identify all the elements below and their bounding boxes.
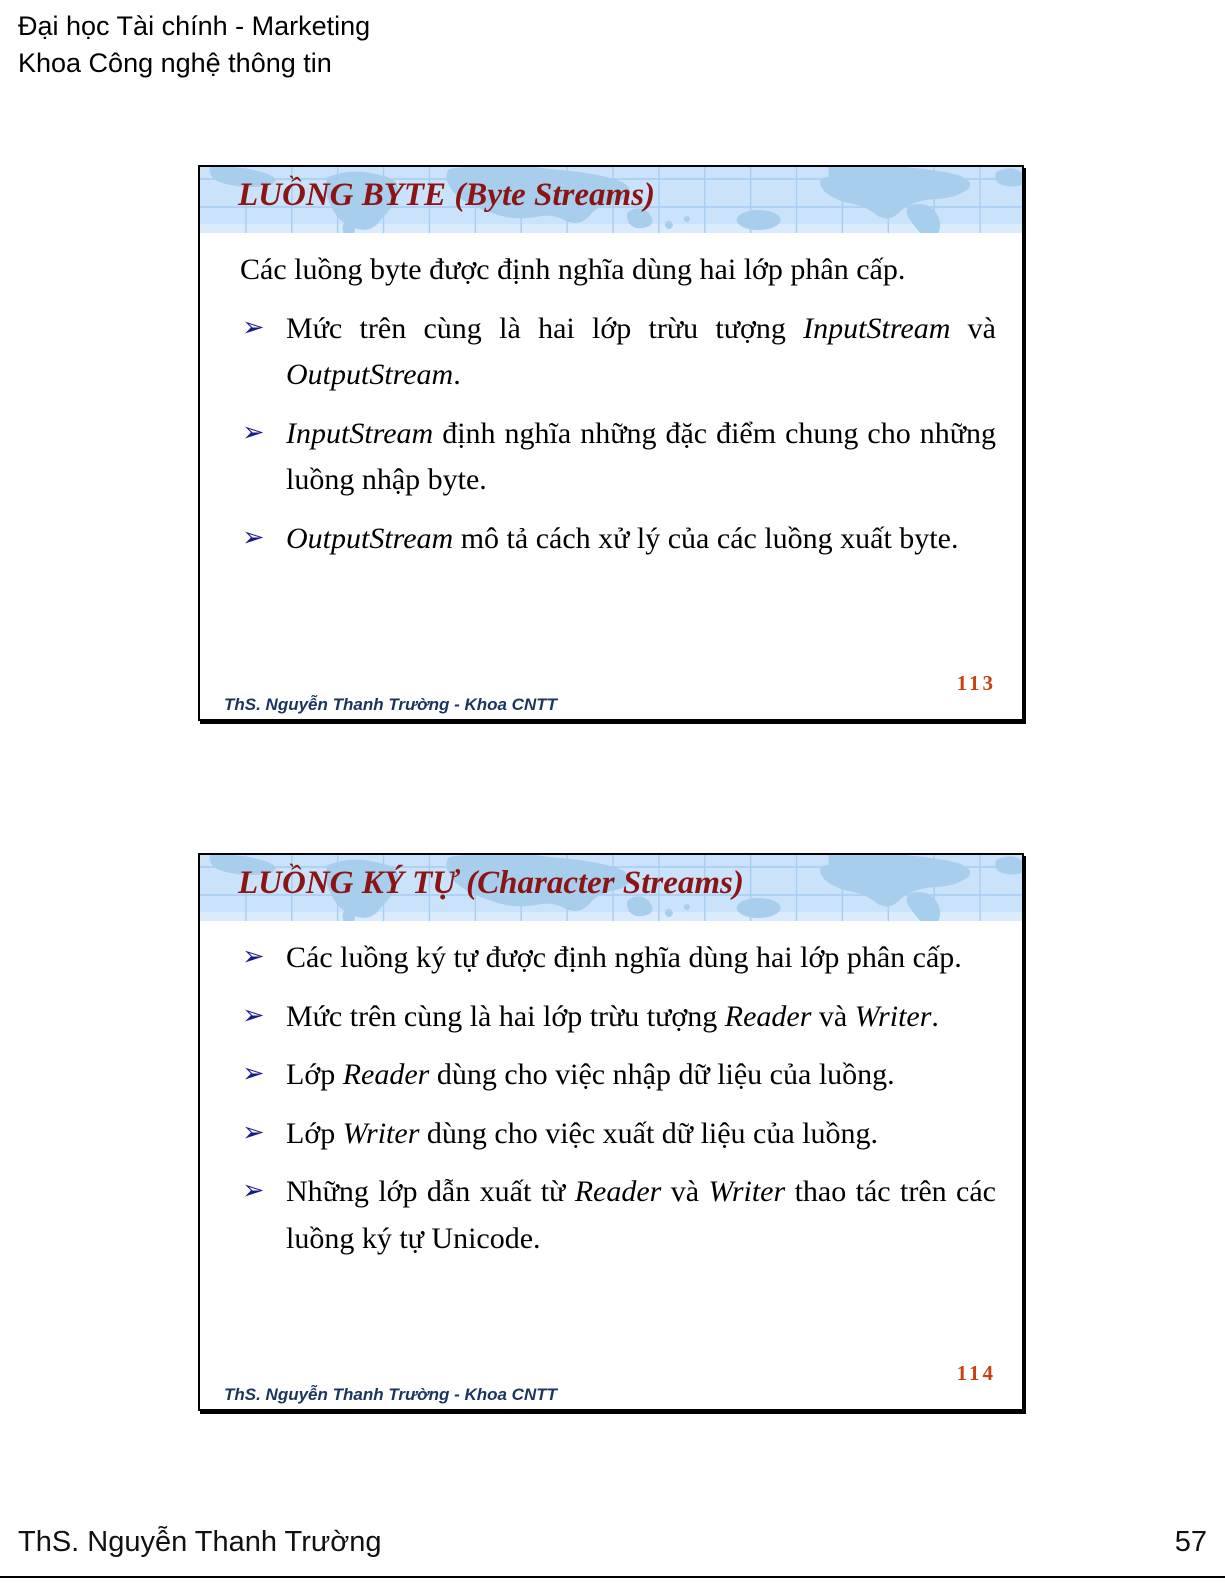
bullet-arrow-icon: ➢ xyxy=(242,941,265,972)
slide-title: LUỒNG KÝ TỰ (Character Streams) xyxy=(238,865,744,901)
footer-divider xyxy=(0,1576,1225,1578)
slide-footer-credit: ThS. Nguyễn Thanh Trường - Khoa CNTT xyxy=(224,1385,557,1404)
body-text: Mức trên cùng là hai lớp trừu tượng xyxy=(286,311,804,345)
page-footer-author: ThS. Nguyễn Thanh Trường xyxy=(18,1526,382,1558)
body-text: và xyxy=(950,311,996,345)
body-text: Lớp xyxy=(286,1058,343,1091)
bullet-arrow-icon: ➢ xyxy=(242,521,265,553)
body-text: . xyxy=(453,358,461,391)
list-item xyxy=(240,1169,996,1262)
body-text: Các luồng ký tự được định nghĩa dùng hai lớp phân cấp. xyxy=(286,941,962,974)
university-name: Đại học Tài chính - Marketing xyxy=(18,11,371,41)
body-text: mô tả cách xử lý của các luồng xuất byte. xyxy=(453,521,959,555)
bullet-items xyxy=(240,306,996,563)
bullet-arrow-icon: ➢ xyxy=(242,416,265,448)
class-name-text: Reader xyxy=(342,1058,430,1091)
university-header xyxy=(18,8,370,82)
list-item xyxy=(240,935,996,982)
slide-114 xyxy=(198,853,1024,1411)
class-name-text: InputStream xyxy=(803,311,951,345)
bullet-arrow-icon: ➢ xyxy=(242,999,265,1031)
bullet-list xyxy=(240,247,996,562)
slide-title-bar xyxy=(200,855,1022,921)
class-name-text: OutputStream xyxy=(286,521,454,555)
slide-title: LUỒNG BYTE (Byte Streams) xyxy=(238,177,656,213)
body-text: Lớp xyxy=(286,1116,343,1150)
page-footer-page-number: 57 xyxy=(1174,1526,1207,1558)
class-name-text: InputStream xyxy=(286,416,434,450)
body-text: Những lớp dẫn xuất từ xyxy=(286,1175,575,1208)
list-item xyxy=(240,306,996,399)
class-name-text: Writer xyxy=(854,999,932,1033)
bullet-arrow-icon: ➢ xyxy=(242,1116,265,1148)
class-name-text: Reader xyxy=(724,999,812,1033)
faculty-name: Khoa Công nghệ thông tin xyxy=(18,48,332,78)
body-text: dùng cho việc nhập dữ liệu của luồng. xyxy=(429,1058,895,1091)
slide-footer-credit: ThS. Nguyễn Thanh Trường - Khoa CNTT xyxy=(224,695,557,714)
bullet-arrow-icon: ➢ xyxy=(242,1058,265,1089)
class-name-text: Writer xyxy=(342,1116,420,1150)
body-text: . xyxy=(931,999,939,1033)
lead-paragraph xyxy=(240,247,996,294)
body-text: dùng cho việc xuất dữ liệu của luồng. xyxy=(419,1116,879,1150)
bullet-arrow-icon: ➢ xyxy=(242,311,265,343)
slide-title-bar xyxy=(200,167,1022,233)
list-item xyxy=(240,994,996,1041)
body-text: định nghĩa những đặc điểm chung cho những luồng nhập byte. xyxy=(286,416,996,496)
body-text: và xyxy=(661,1175,709,1208)
slide-body xyxy=(200,921,1022,1262)
class-name-text: Reader xyxy=(574,1175,662,1208)
slide-113 xyxy=(198,165,1024,721)
list-item xyxy=(240,1052,996,1099)
list-item xyxy=(240,1111,996,1158)
bullet-items xyxy=(240,935,996,1262)
class-name-text: Writer xyxy=(708,1175,786,1208)
list-item xyxy=(240,516,996,563)
bullet-arrow-icon: ➢ xyxy=(242,1175,265,1206)
body-text: Mức trên cùng là hai lớp trừu tượng xyxy=(286,999,725,1033)
slide-page-number: 113 xyxy=(956,671,996,695)
body-text: thao tác trên các luồng ký tự Unicode. xyxy=(286,1175,996,1255)
body-text: và xyxy=(811,999,855,1033)
body-text: Các luồng byte được định nghĩa dùng hai lớp phân cấp. xyxy=(240,253,906,286)
class-name-text: OutputStream xyxy=(286,358,454,391)
slide-page-number: 114 xyxy=(956,1361,996,1385)
bullet-list xyxy=(240,935,996,1262)
list-item xyxy=(240,411,996,504)
slide-body xyxy=(200,233,1022,562)
